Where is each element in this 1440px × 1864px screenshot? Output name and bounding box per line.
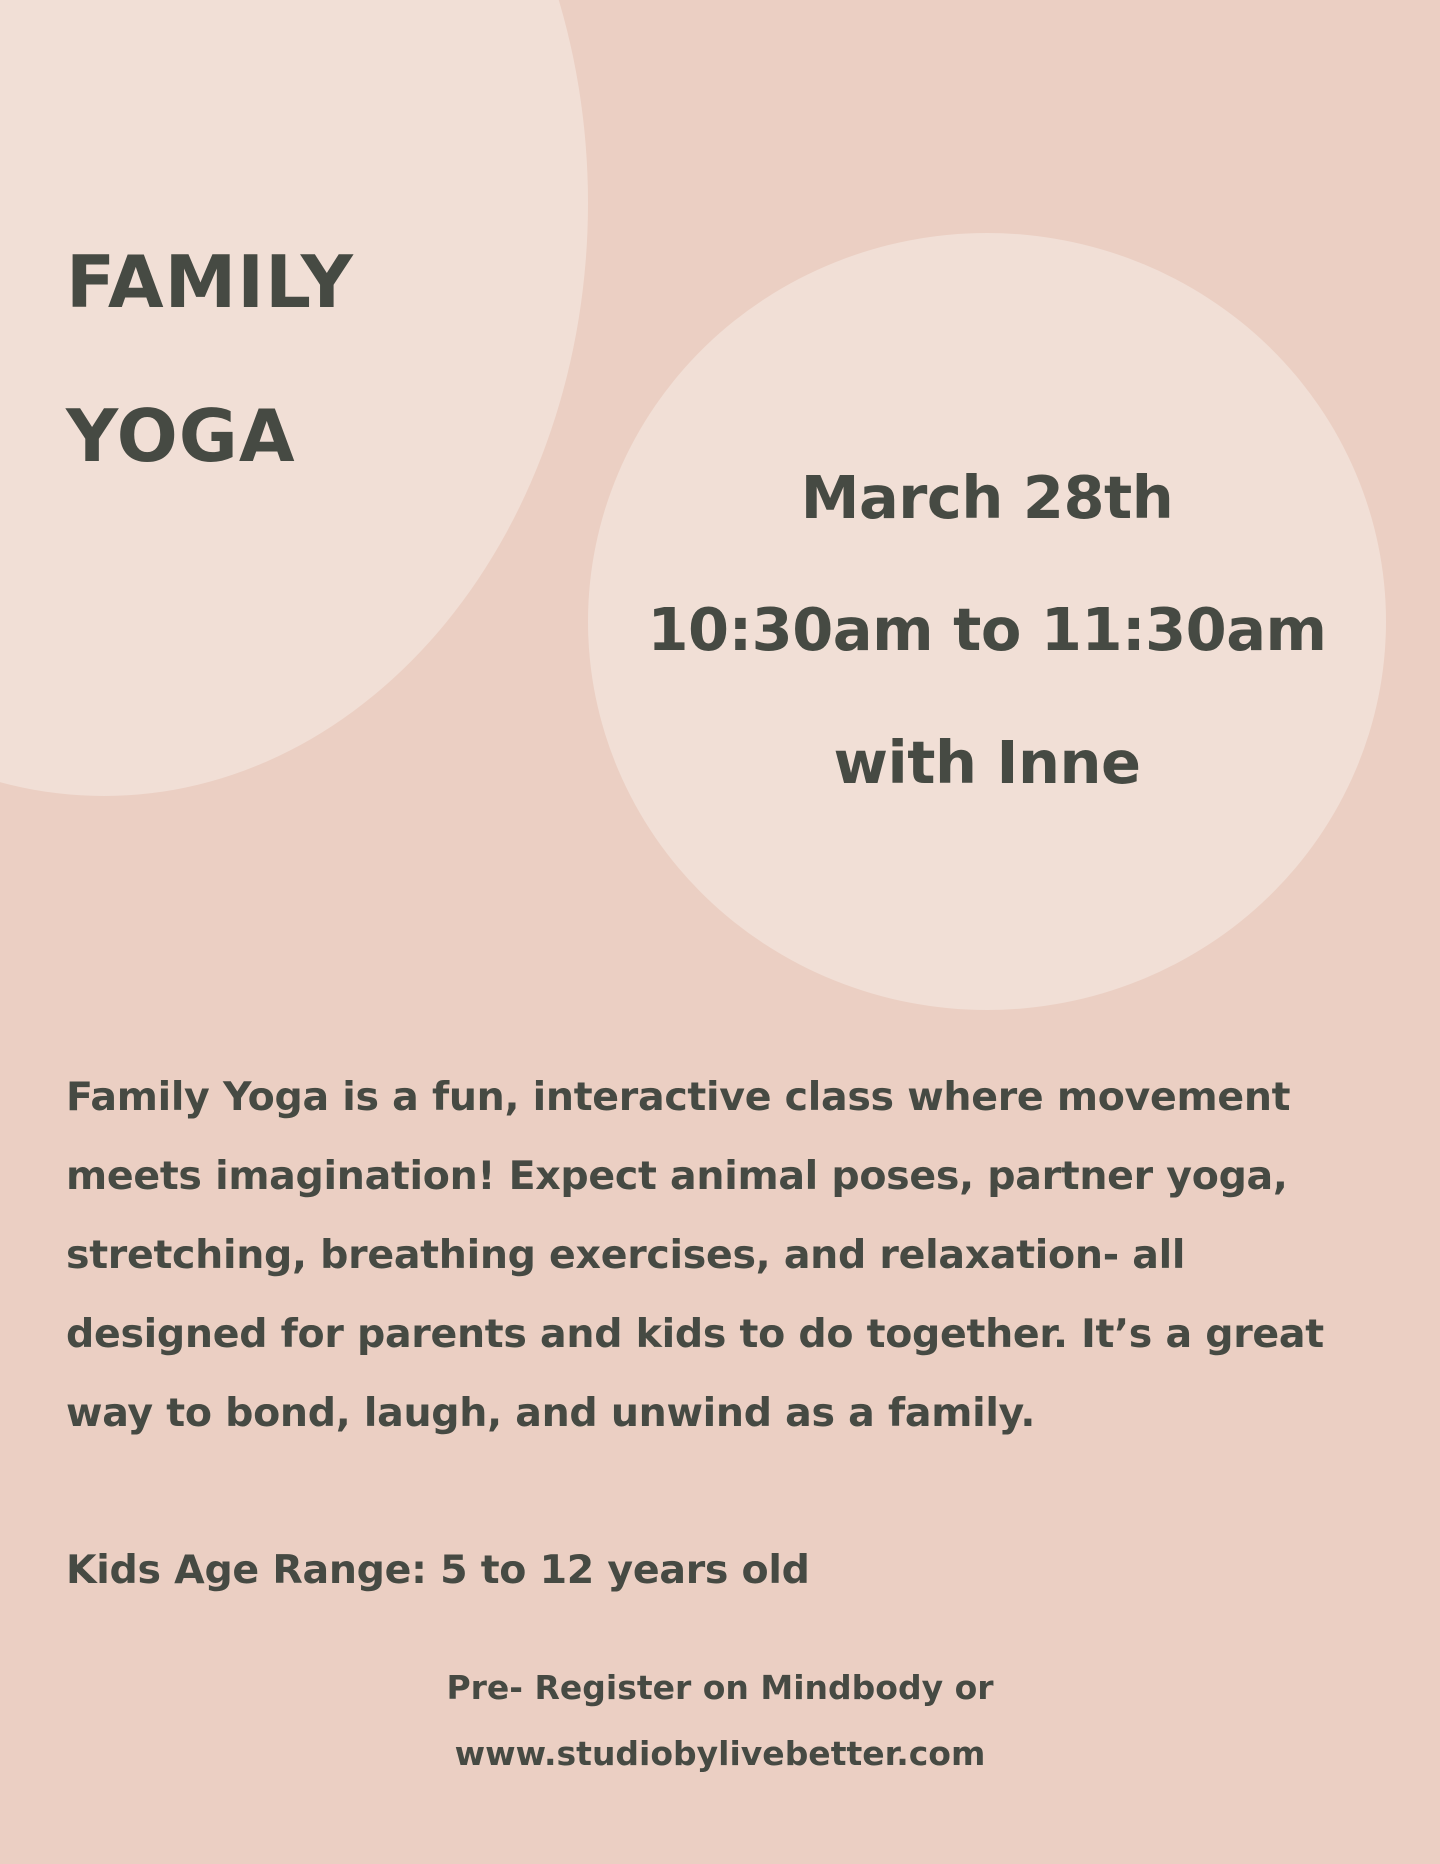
event-host: with Inne: [833, 728, 1141, 797]
event-date: March 28th: [800, 463, 1174, 532]
event-time: 10:30am to 11:30am: [647, 595, 1327, 664]
register-instruction: Pre- Register on Mindbody or: [446, 1668, 994, 1707]
age-range: Kids Age Range: 5 to 12 years old: [66, 1547, 810, 1593]
title-line-family: FAMILY: [66, 240, 354, 324]
class-description: Family Yoga is a fun, interactive class where movement meets imagination! Expect animal poses, partner yoga, stretching, breathing exercises, and relaxation- all designed for parents and kids to do together. It’s a great way to bond, laugh, and unwind as a family.: [66, 1074, 1324, 1436]
title-line-yoga: YOGA: [66, 394, 296, 478]
register-website: www.studiobylivebetter.com: [454, 1734, 986, 1773]
